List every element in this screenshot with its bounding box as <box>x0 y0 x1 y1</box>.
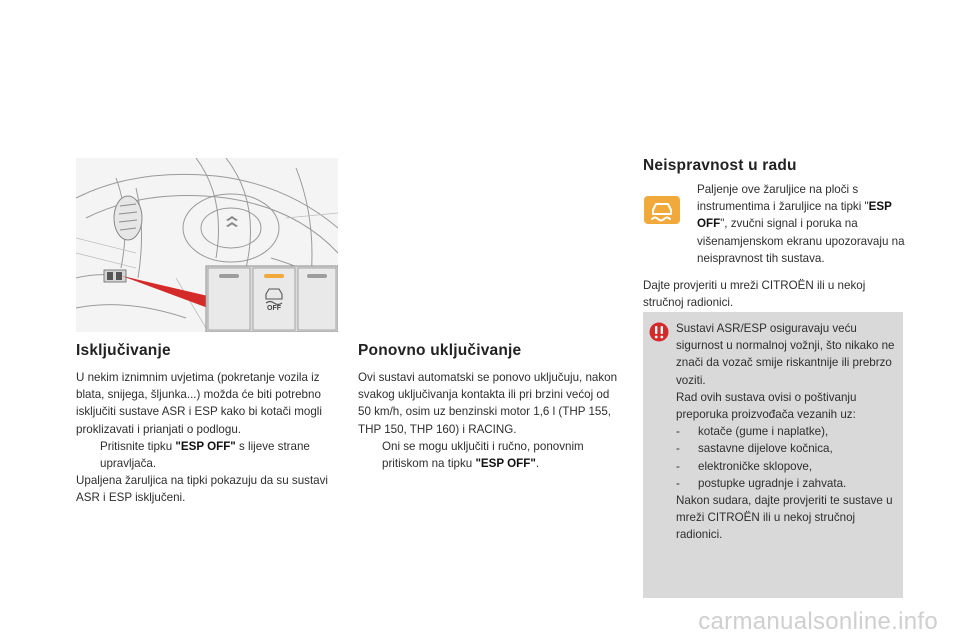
reactivation-paragraph: Ovi sustavi automatski se ponovo uključuju, nakon svakog uključivanja kontakta ili pri brzini većoj od 50 km/h, osim uz benzinski motor 1,6 l (THP 155, THP 150, THP 160) i RACING. <box>358 371 618 436</box>
section-heading-reactivation: Ponovno uključivanje <box>358 342 522 359</box>
section-reactivation <box>358 342 624 472</box>
reactivation-instruction: Oni se mogu uključiti i ručno, ponovnim pritiskom na tipku "ESP OFF". <box>382 439 584 471</box>
section-heading-deactivation: Isključivanje <box>76 342 171 359</box>
deactivation-instruction: Pritisnite tipku "ESP OFF" s lijeve strane upravljača. <box>100 439 310 471</box>
warning-list-item: - postupke ugradnje i zahvata. <box>676 476 847 490</box>
warning-list-item: - sastavne dijelove kočnica, <box>676 442 833 456</box>
esp-off-keyword: ESP OFF <box>697 200 892 231</box>
esp-off-button-label: OFF <box>267 305 281 312</box>
warning-exclamation-icon <box>649 322 669 342</box>
dashboard-illustration <box>76 158 338 332</box>
warning-paragraph-after-collision: Nakon sudara, dajte provjeriti te sustave u mreži CITROËN ili u nekoj stručnoj radionici. <box>676 494 893 542</box>
watermark: carmanualsonline.info <box>698 608 938 635</box>
malfunction-description: Paljenje ove žaruljice na ploči s instrumentima i žaruljice na tipki "ESP OFF", zvučni signal i poruka na višenamjenskom ekranu upozoravaju na neispravnost tih sustava. <box>697 183 905 265</box>
warning-list-item: - elektroničke sklopove, <box>676 459 813 473</box>
double-exclamation-icon <box>649 322 669 342</box>
esp-off-keyword: "ESP OFF" <box>175 439 236 453</box>
esp-warning-lamp-icon <box>644 196 680 224</box>
warning-list-item: - kotače (gume i naplatke), <box>676 425 829 439</box>
warning-paragraph-safety: Sustavi ASR/ESP osiguravaju veću sigurnost u normalnoj vožnji, što nikako ne znači da vozač smije riskantnije ili prebrzo voziti. <box>676 322 895 387</box>
warning-paragraph-requirements: Rad ovih sustava ovisi o poštivanju preporuka proizvođača vezanih uz: <box>676 390 857 422</box>
warning-content <box>676 320 900 544</box>
esp-car-skid-icon <box>644 196 680 224</box>
deactivation-note: Upaljena žaruljica na tipki pokazuju da su sustavi ASR i ESP isključeni. <box>76 474 328 505</box>
dashboard-drawing <box>76 158 338 332</box>
service-advice: Dajte provjeriti u mreži CITROËN ili u nekoj stručnoj radionici. <box>643 279 866 310</box>
section-heading-malfunction: Neispravnost u radu <box>643 157 797 174</box>
section-deactivation <box>76 342 338 507</box>
deactivation-paragraph: U nekim iznimnim uvjetima (pokretanje vozila iz blata, snijega, šljunka...) možda će biti potrebno isključiti sustave ASR i ESP kako bi kotači mogli proklizavati i prianjati o podlogu. <box>76 371 322 436</box>
esp-off-keyword: "ESP OFF" <box>475 457 536 471</box>
